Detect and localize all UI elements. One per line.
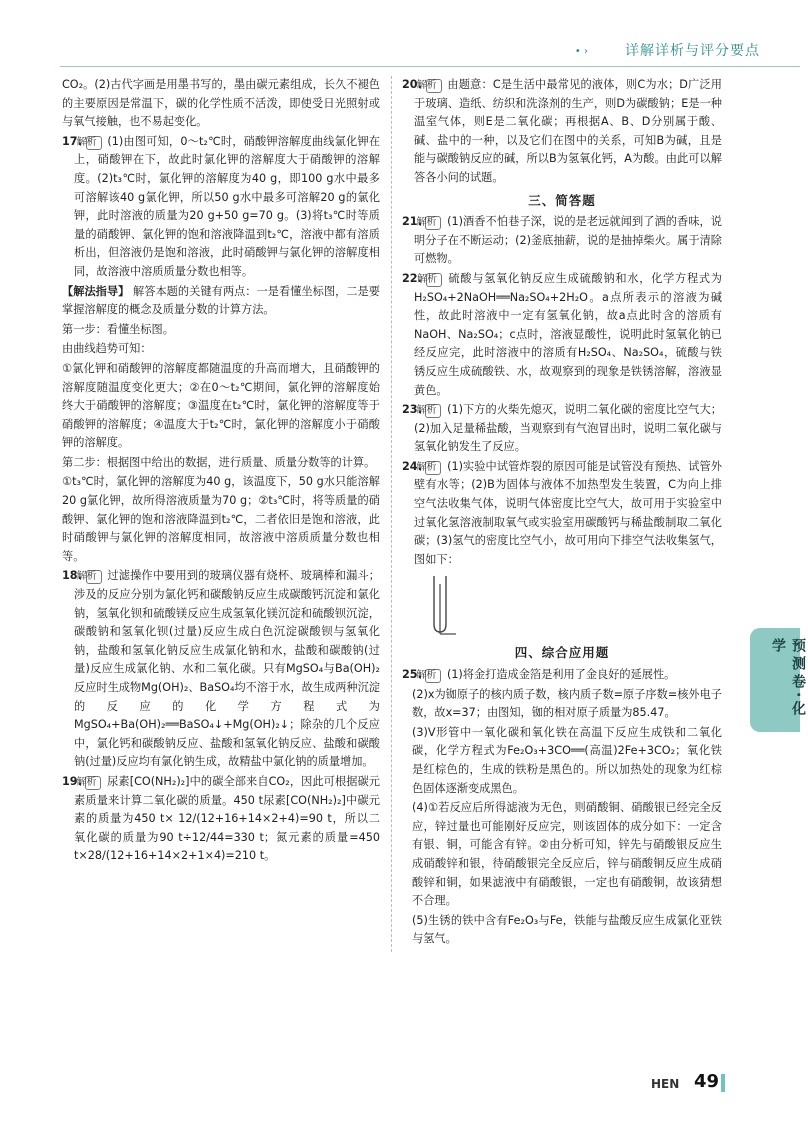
trend-heading: 由曲线趋势可知： [62,342,152,356]
answer-text: 尿素[CO(NH₂)₂]中的碳全部来自CO₂，因此可根据碳元素质量来计算二氧化碳的质量。450 t尿素[CO(NH₂)₂]中碳元素的质量为450 t× [74,774,380,826]
step-2: 第二步：根据图中给出的数据，进行质量、质量分数等的计算。 [62,455,376,469]
page-accent-bar [721,1074,725,1092]
step-1: 第一步：看懂坐标图。 [62,322,174,336]
question-number: 25. [402,668,422,682]
answer-formula: 12/(12+16+14×2+4)=90 t，所以二氧化碳的质量为90 t÷12/44=330 t；氮元素的质量=450 t×28/(12+16+14×2+1×4)=210 t。 [74,812,380,863]
section-heading-4: 四、综合应用题 [514,645,610,661]
question-number: 24. [402,459,422,473]
analysis-tag: 解析 [85,776,101,790]
answer-25-part-2: (2)x为铷原子的核内质子数，核内质子数=原子序数=核外电子数，故x=37；由图知，铷的相对原子质量为85.47。 [412,687,722,720]
answer-text: 过滤操作中要用到的玻璃仪器有烧杯、玻璃棒和漏斗；涉及的反应分别为氯化钙和碳酸钠反应生成碳酸钙沉淀和氯化钠，氢氧化钡和硫酸镁反应生成氢氧化镁沉淀和硫酸钡沉淀，碳酸钠和氢氧化钡(过量)反应生成白色沉淀碳酸钡与氢氧化钠，盐酸和氢氧化钠反应生成氯化钠和水，盐酸和碳酸钠(过量)反应生成氯化钠、水和二氧化碳。只有MgSO₄与Ba(OH)₂反应时生成物Mg(OH)₂、BaSO₄均不溶于水，故生成两种沉淀的反应的化学方程式为MgSO₄+Ba(OH)₂══BaSO₄↓+Mg(OH)₂↓；除杂的几个反应中，氯化钙和碳酸钠反应、盐酸和氢氧化钠反应、盐酸和碳酸钠(过量)反应均有氯化钠生成，故精盐中氯化钠的质量增加。 [74,569,380,769]
gas-collection-figure [402,570,722,640]
analysis-tag: 解析 [425,669,441,683]
answer-17 [62,133,380,282]
question-number: 22. [402,271,422,285]
question-number: 21. [402,215,422,229]
answer-18 [62,567,380,772]
side-tab-label: 预测卷·化学 [770,638,806,720]
answer-text: (1)酒香不怕巷子深，说的是老远就闻到了酒的香味，说明分子在不断运动；(2)釜底抽薪，说的是抽掉柴火。属于清除可燃物。 [414,215,722,266]
section-heading-3: 三、简答题 [528,192,596,208]
page-header [0,0,800,58]
analysis-tag: 解析 [425,404,441,418]
trend-detail: ①氯化钾和硝酸钾的溶解度都随温度的升高而增大，且硝酸钾的溶解度随温度变化更大；②在0～t₂℃期间，氯化钾的溶解度始终大于硝酸钾的溶解度；③温度在t₂℃时，氯化钾的溶解度等于硝酸钾的溶解度；④温度大于t₂℃时，氯化钾的溶解度小于硝酸钾的溶解度。 [62,361,380,450]
answer-25-part-3: (3)V形管中一氧化碳和氧化铁在高温下反应生成铁和二氧化碳，化学方程式为Fe₂O₃+3CO══(高温)2Fe+3CO₂；氧化铁是红棕色的，生成的铁粉是黑色的。所以加热处的现象为红棕色固体逐渐变成黑色。 [412,725,722,795]
tip-paragraph [62,283,380,320]
footer-code: HEN [651,1077,680,1091]
left-column [62,76,380,867]
analysis-tag: 解析 [86,570,102,584]
subject-side-tab [750,628,806,732]
answer-text: (1)下方的火柴先熄灭，说明二氧化碳的密度比空气大；(2)加入足量稀盐酸，当观察到有气泡冒出时，说明二氧化碳与氢氧化钠发生了反应。 [414,403,722,454]
analysis-tag: 解析 [426,79,442,93]
answer-text: (1)由图可知，0～t₂℃时，硝酸钾溶解度曲线氯化钾在上，硝酸钾在下，故此时氯化钾的溶解度大于硝酸钾的溶解度。(2)t₃℃时，氯化钾的溶解度为40 g，即100 g水中最多可溶解该40 g氯化钾，所以50 g水中最多可溶解20 g的氯化钾，此时溶液的质量为20 g+50 g=70 g。(3)将t₃℃时等质量的硝酸钾、氯化钾的饱和溶液降温到t₂℃，溶液中都有溶质析出，但溶液仍是饱和溶液，此时硝酸钾与氯化钾的溶解度相同，故溶液中溶质质量分数也相等。 [74,134,381,278]
answer-text: 硫酸与氢氧化钠反应生成硫酸钠和水，化学方程式为H₂SO₄+2NaOH══Na₂SO₄+2H₂O。a点所表示的溶液为碱性，故此时溶液中一定有氢氧化钠，故a点此时含的溶质有NaOH、Na₂SO₄；c点时，溶液显酸性，说明此时氢氧化钠已经反应完，此时溶液中的溶质有H₂SO₄、Na₂SO₄，硫酸与铁锈反应生成硫酸铁、水，故观察到的现象是铁锈溶解，溶液显黄色。 [414,271,722,397]
answer-24 [402,458,722,570]
header-title: 详解详析与评分要点 [625,43,760,59]
right-column [402,76,722,950]
answer-text: 由题意：C是生活中最常见的液体，则C为水；D广泛用于玻璃、造纸、纺织和洗涤剂的生产，则D为碳酸钠；E是一种温室气体，则E是二氧化碳；再根据A、B、D分别属于酸、碱、盐中的一种，以及它们在图中的关系，可知B为碱，且是能与碳酸钠反应的碱，所以B为氢氧化钙，A为酸。由此可以解答各小问的试题。 [414,78,722,184]
analysis-tag: 解析 [425,461,441,475]
answer-25 [402,666,722,685]
answer-text: (1)实验中试管炸裂的原因可能是试管没有预热、试管外壁有水等；(2)B为固体与液体不加热型发生装置，C为向上排空气法收集气体，说明气体密度比空气大，故可用于实验室中过氧化氢溶液制取氧气或实验室用碳酸钙与稀盐酸制取二氧化碳；(3)氢气的密度比空气小，故可用向下排空气法收集氢气，图如下： [414,459,722,566]
answer-text: (1)将金打造成金箔是利用了金良好的延展性。 [446,668,676,682]
answer-21 [402,213,722,269]
tip-label: 【解法指导】 [62,284,130,298]
answer-22 [402,270,722,400]
answer-25-part-5: (5)生锈的铁中含有Fe₂O₃与Fe，铁能与盐酸反应生成氯化亚铁与氢气。 [412,913,722,946]
analysis-tag: 解析 [426,273,442,287]
step-2-detail: ①t₃℃时，氯化钾的溶解度为40 g，该温度下，50 g水只能溶解20 g氯化钾，故所得溶液质量为70 g；②t₃℃时，将等质量的硝酸钾、氯化钾的饱和溶液降温到t₂℃，二者依旧是饱和溶液，此时硝酸钾与氯化钾的溶解度相同，故溶液中溶质质量分数也相等。 [62,475,380,563]
column-divider [391,76,392,952]
analysis-tag: 解析 [86,136,102,150]
header-dots: • › [574,46,588,57]
answer-23 [402,401,722,457]
question-number: 17. [62,134,82,148]
answer-19 [62,773,380,866]
analysis-tag: 解析 [425,216,441,230]
inverted-test-tube-icon [430,574,590,636]
page-number: 49 [694,1071,720,1092]
answer-20 [402,76,722,188]
question-number: 23. [402,403,422,417]
paragraph-continued: CO₂。(2)古代字画是用墨书写的，墨由碳元素组成，长久不褪色的主要原因是常温下，碳的化学性质不活泼，即使受日光照射或与氧气接触，也不易起变化。 [62,78,380,129]
answer-25-part-4: (4)①若反应后所得滤液为无色，则硝酸铜、硝酸银已经完全反应，锌过量也可能刚好反应完，则该固体的成分如下：一定含有银、铜，可能含有锌。②由分析可知，锌先与硝酸银反应生成硝酸锌和银，待硝酸银完全反应后，锌与硝酸铜反应生成硝酸锌和铜，如果滤液中有硝酸银，一定也有硝酸铜，故该猜想不合理。 [412,801,722,908]
header-rule [60,66,800,67]
tip-text: 解答本题的关键有两点：一是看懂坐标图，二是要掌握溶解度的概念及质量分数的计算方法。 [62,284,380,317]
question-number: 18. [62,569,82,583]
question-number: 19. [62,774,82,788]
question-number: 20. [402,78,422,91]
